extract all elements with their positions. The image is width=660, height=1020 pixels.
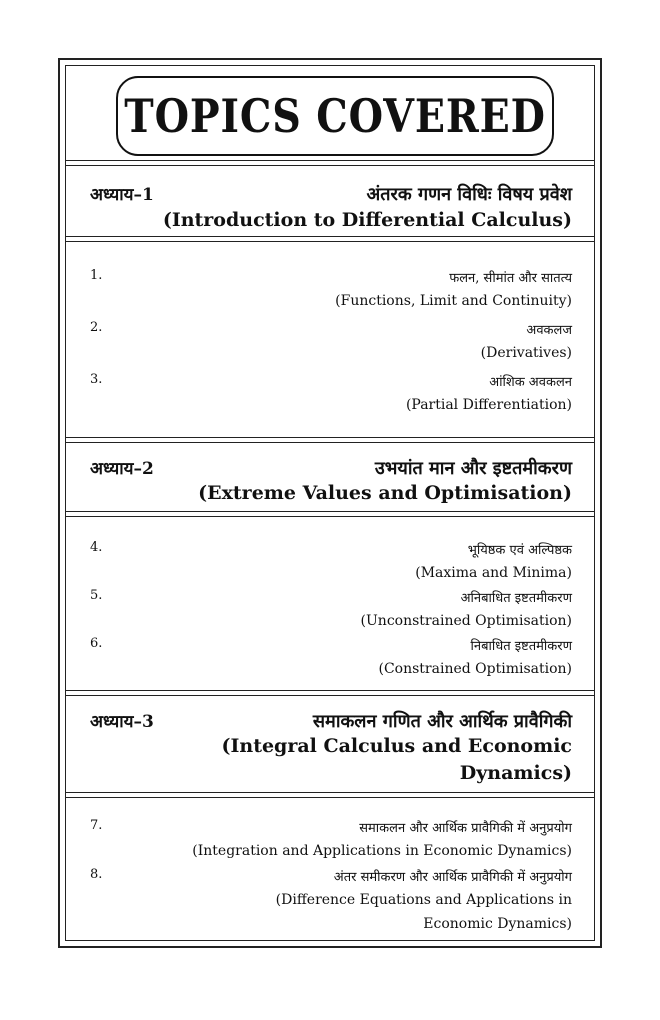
- item-5-number: 5.: [90, 588, 103, 603]
- item-5-hindi: अनिबाधित इष्टतमीकरण: [460, 591, 572, 606]
- chapter-1-label: अध्याय–1: [90, 185, 154, 205]
- item-3-english: (Partial Differentiation): [405, 397, 572, 413]
- item-6-english: (Constrained Optimisation): [378, 661, 572, 677]
- item-8-english-line-1: (Difference Equations and Applications in: [275, 892, 572, 908]
- section-divider: [66, 511, 594, 517]
- item-4-number: 4.: [90, 540, 103, 555]
- item-6-hindi: निबाधित इष्टतमीकरण: [470, 639, 572, 654]
- item-4-hindi: भूयिष्ठक एवं अल्पिष्ठक: [467, 543, 572, 558]
- item-8-english-line-2: Economic Dynamics): [423, 916, 572, 932]
- item-1-number: 1.: [90, 268, 103, 283]
- chapter-3-hindi-title: समाकलन गणित और आर्थिक प्रावैगिकी: [312, 711, 572, 732]
- page-title: TOPICS COVERED: [124, 89, 546, 143]
- item-2-english: (Derivatives): [480, 345, 572, 361]
- item-7-number: 7.: [90, 818, 103, 833]
- inner-border: [65, 65, 595, 941]
- chapter-1-hindi-title: अंतरक गणन विधिः विषय प्रवेश: [366, 184, 572, 205]
- item-8-number: 8.: [90, 867, 103, 882]
- item-2-hindi: अवकलज: [526, 323, 572, 338]
- item-3-number: 3.: [90, 372, 103, 387]
- item-6-number: 6.: [90, 636, 103, 651]
- item-7-english: (Integration and Applications in Economic Dynamics): [192, 843, 572, 859]
- chapter-3-label: अध्याय–3: [90, 712, 154, 732]
- chapter-1-english-title: (Introduction to Differential Calculus): [162, 209, 572, 231]
- item-8-english: [276, 888, 572, 936]
- section-divider: [66, 160, 594, 166]
- item-5-english: (Unconstrained Optimisation): [360, 613, 572, 629]
- item-1-hindi: फलन, सीमांत और सातत्य: [449, 271, 572, 286]
- title-banner: [116, 76, 554, 156]
- chapter-3-english-line-2: Dynamics): [459, 762, 572, 784]
- chapter-2-hindi-title: उभयांत मान और इष्टतमीकरण: [374, 458, 572, 479]
- section-divider: [66, 437, 594, 443]
- item-3-hindi: आंशिक अवकलन: [489, 375, 572, 390]
- section-divider: [66, 236, 594, 242]
- item-8-hindi: अंतर समीकरण और आर्थिक प्रावैगिकी में अनुप्रयोग: [333, 870, 572, 885]
- item-1-english: (Functions, Limit and Continuity): [335, 293, 572, 309]
- chapter-3-english-title: [222, 733, 573, 787]
- item-7-hindi: समाकलन और आर्थिक प्रावैगिकी में अनुप्रयोग: [359, 821, 572, 836]
- section-divider: [66, 792, 594, 798]
- chapter-2-english-title: (Extreme Values and Optimisation): [198, 482, 572, 504]
- chapter-3-english-line-1: (Integral Calculus and Economic: [221, 735, 572, 757]
- page-border: [58, 58, 602, 948]
- chapter-2-label: अध्याय–2: [90, 459, 154, 479]
- item-4-english: (Maxima and Minima): [415, 565, 572, 581]
- item-2-number: 2.: [90, 320, 103, 335]
- section-divider: [66, 690, 594, 696]
